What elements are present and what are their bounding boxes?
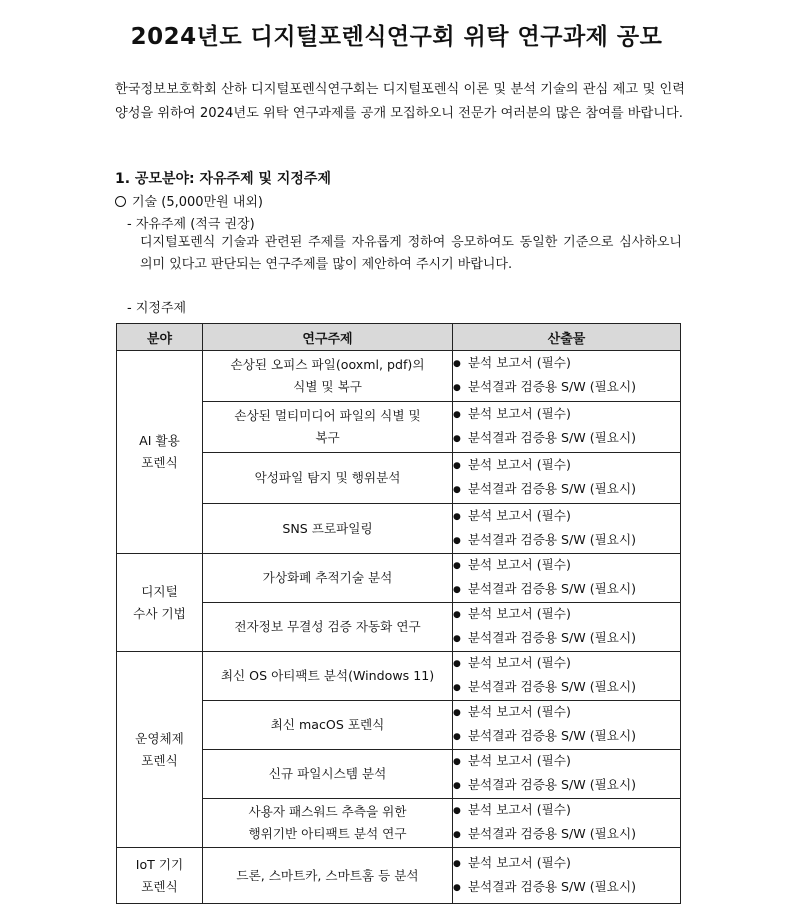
topic-text-line: 최신 macOS 포렌식 [270,717,385,732]
topic-text-line: 악성파일 탐지 및 행위분석 [254,470,401,485]
output-cell [453,750,681,799]
tech-label: 기술 (5,000만원 내외) [132,195,263,210]
topic-cell [203,603,453,652]
output-list [453,454,680,502]
output-list [453,505,680,553]
free-topic-line: - 자유주제 (적극 권장) [127,217,255,232]
output-item: ● 분석 보고서 (필수) [453,701,680,725]
category-name-line: 포렌식 [141,455,178,470]
topic-cell [203,453,453,504]
output-cell [453,402,681,453]
output-item: ● 분석 보고서 (필수) [453,554,680,578]
topic-text-line: 드론, 스마트카, 스마트홈 등 분석 [236,867,419,883]
category-cell [117,848,203,904]
output-item: ● 분석 보고서 (필수) [453,505,680,529]
topic-cell [203,652,453,701]
output-list [453,652,680,700]
category-cell [117,652,203,848]
topic-cell [203,504,453,554]
output-item: ● 분석결과 검증용 S/W (필요시) [453,774,680,798]
output-item: ● 분석결과 검증용 S/W (필요시) [453,627,680,651]
output-item: ● 분석 보고서 (필수) [453,454,680,478]
topic-text-line: 최신 OS 아티팩트 분석(Windows 11) [220,668,435,683]
output-cell [453,554,681,603]
category-name-line: 포렌식 [141,752,178,768]
table-row [117,554,681,603]
category-name-line: 수사 기법 [133,605,186,621]
topic-text-line: 손상된 멀티미디어 파일의 식별 및 [234,408,421,423]
table-row [117,351,681,402]
output-item: ● 분석결과 검증용 S/W (필요시) [453,478,680,502]
topic-cell [203,554,453,603]
output-item: ● 분석 보고서 (필수) [453,652,680,676]
category-cell [117,351,203,554]
table-row [117,848,681,904]
output-list [453,852,680,900]
topic-cell [203,351,453,402]
output-item: ● 분석 보고서 (필수) [453,799,680,823]
category-name-line: 운영체제 [135,730,184,746]
topic-cell [203,750,453,799]
output-cell [453,848,681,904]
intro-paragraph: 한국정보보호학회 산하 디지털포렌식연구회는 디지털포렌식 이론 및 분석 기술의 관심 제고 및 인력 양성을 위하여 2024년도 위탁 연구과제를 공개 모집하오니 전문가 여러분의 많은 참여를 바랍니다. [115,82,685,121]
output-item: ● 분석 보고서 (필수) [453,750,680,774]
category-name-line: IoT 기기 [135,856,184,872]
free-topic-description: 디지털포렌식 기술과 관련된 주제를 자유롭게 정하여 응모하여도 동일한 기준으로 심사하오니 의미 있다고 판단되는 연구주제를 많이 제안하여 주시기 바랍니다. [140,235,682,272]
output-list [453,701,680,749]
output-item: ● 분석결과 검증용 S/W (필요시) [453,876,680,900]
output-cell [453,603,681,652]
category-name-line: 디지털 [141,583,178,599]
header-topic: 연구주제 [203,324,453,351]
output-item: ● 분석 보고서 (필수) [453,352,680,376]
header-field: 분야 [117,324,203,351]
topic-text-line: 가상화폐 추적기술 분석 [262,570,393,585]
output-item: ● 분석결과 검증용 S/W (필요시) [453,676,680,700]
page-title: 2024년도 디지털포렌식연구회 위탁 연구과제 공모 [130,24,663,50]
topic-text-line: 행위기반 아티팩트 분석 연구 [248,826,407,841]
topic-cell [203,848,453,904]
category-name-line: 포렌식 [141,878,178,894]
output-list [453,352,680,400]
output-list [453,554,680,602]
category-name-line: AI 활용 [139,433,180,448]
output-cell [453,504,681,554]
table-row [117,652,681,701]
header-output: 산출물 [453,324,681,351]
tech-line [115,191,263,210]
output-cell [453,351,681,402]
designated-topic-line: - 지정주제 [127,301,187,316]
topic-cell [203,701,453,750]
output-list [453,799,680,847]
topic-text-line: 신규 파일시스템 분석 [268,766,387,781]
output-item: ● 분석결과 검증용 S/W (필요시) [453,376,680,400]
output-item: ● 분석결과 검증용 S/W (필요시) [453,578,680,602]
output-item: ● 분석 보고서 (필수) [453,403,680,427]
topic-cell [203,799,453,848]
output-item: ● 분석결과 검증용 S/W (필요시) [453,529,680,553]
section-heading: 1. 공모분야: 자유주제 및 지정주제 [115,171,331,187]
topic-cell [203,402,453,453]
topic-text-line: 사용자 패스워드 추측을 위한 [248,804,407,819]
output-cell [453,453,681,504]
output-cell [453,701,681,750]
output-item: ● 분석결과 검증용 S/W (필요시) [453,427,680,451]
circle-bullet-icon [115,196,126,207]
output-cell [453,799,681,848]
category-cell [117,554,203,652]
output-list [453,403,680,451]
output-cell [453,652,681,701]
table-header-row [117,324,681,351]
output-item: ● 분석 보고서 (필수) [453,852,680,876]
topic-text-line: 식별 및 복구 [293,379,362,394]
topic-text-line: SNS 프로파일링 [282,520,373,536]
output-item: ● 분석 보고서 (필수) [453,603,680,627]
output-list [453,750,680,798]
topic-text-line: 손상된 오피스 파일(ooxml, pdf)의 [230,357,425,372]
output-item: ● 분석결과 검증용 S/W (필요시) [453,823,680,847]
topic-text-line: 전자정보 무결성 검증 자동화 연구 [234,619,421,634]
output-list [453,603,680,651]
topic-text-line: 복구 [315,430,340,445]
topics-table [116,323,681,904]
output-item: ● 분석결과 검증용 S/W (필요시) [453,725,680,749]
